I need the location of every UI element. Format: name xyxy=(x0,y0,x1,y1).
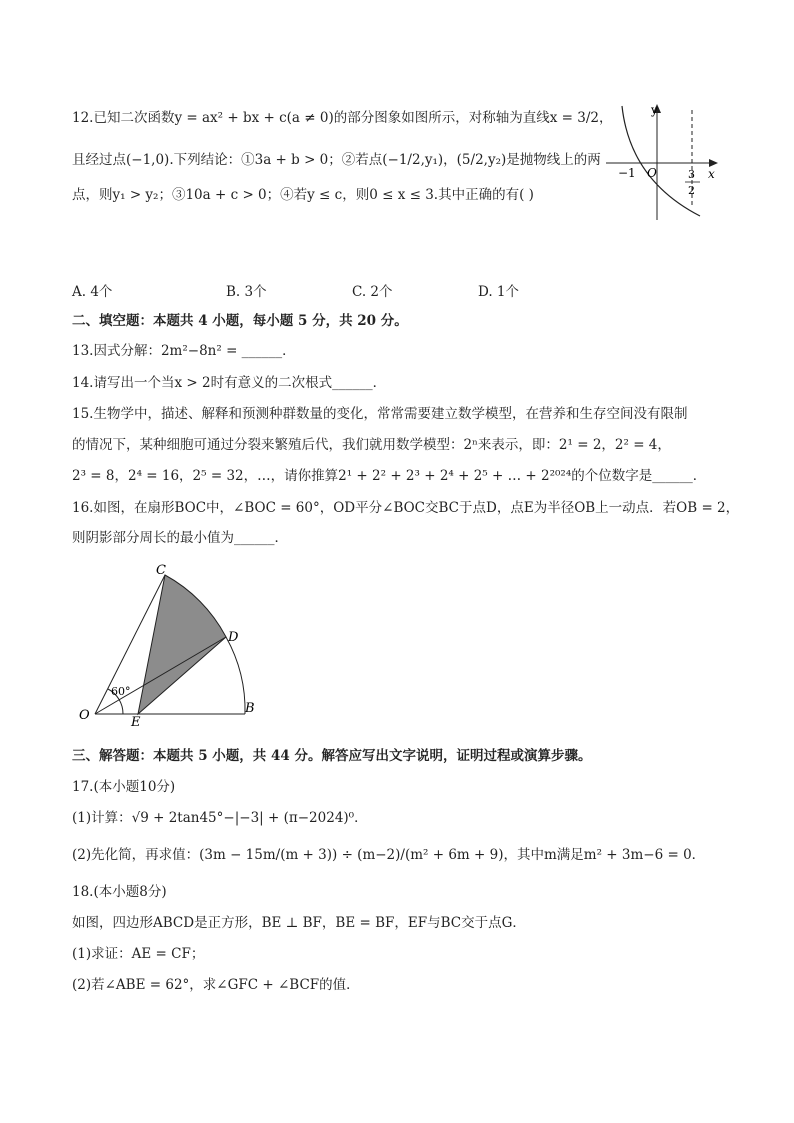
q16-line-2: 则阴影部分周长的最小值为______． xyxy=(72,530,288,546)
q17-part-2: (2)先化简，再求值：(3m − 15m/(m + 3)) ÷ (m−2)/(m² + 6m + 9)，其中m满足m² + 3m−6 = 0． xyxy=(72,847,706,863)
neg-one-label: −1 xyxy=(618,166,636,180)
option-c: C. 2个 xyxy=(352,284,393,300)
q12-line-3: 点，则y₁ > y₂；③10a + c > 0；④若y ≤ c，则0 ≤ x ≤ 3.其中正确的有( ) xyxy=(72,187,534,203)
q17-header: 17.(本小题10分) xyxy=(72,779,176,795)
point-c-label: C xyxy=(156,563,166,578)
x-axis-label: x xyxy=(708,167,715,181)
axis-value-numerator: 3 xyxy=(688,168,695,181)
q15-line-1: 15.生物学中，描述、解释和预测种群数量的变化，常常需要建立数学模型，在营养和生存空间没有限制 xyxy=(72,406,688,422)
q12-line-1: 12.已知二次函数y = ax² + bx + c(a ≠ 0)的部分图象如图所示，对称轴为直线x = 3/2， xyxy=(72,110,613,126)
q15-line-3: 2³ = 8，2⁴ = 16，2⁵ = 32，…，请你推算2¹ + 2² + 2³ + 2⁴ + 2⁵ + … + 2²⁰²⁴的个位数字是______． xyxy=(72,468,707,484)
section-2-heading: 二、填空题：本题共 4 小题，每小题 5 分，共 20 分。 xyxy=(72,313,408,329)
section-3-heading: 三、解答题：本题共 5 小题，共 44 分。解答应写出文字说明，证明过程或演算步骤。 xyxy=(72,748,592,764)
angle-label: 60° xyxy=(111,685,131,698)
point-e-label: E xyxy=(131,715,141,730)
q17-part-1: (1)计算：√9 + 2tan45°−|−3| + (π−2024)⁰． xyxy=(72,810,368,826)
q16-line-1: 16.如图，在扇形BOC中，∠BOC = 60°，OD平分∠BOC交BC于点D，点E为半径OB上一动点．若OB = 2， xyxy=(72,500,740,516)
option-a: A. 4个 xyxy=(72,284,113,300)
q14-text: 14.请写出一个当x > 2时有意义的二次根式______． xyxy=(72,375,387,391)
point-b-label: B xyxy=(245,701,255,716)
sector-figure xyxy=(70,562,270,732)
q15-line-2: 的情况下，某种细胞可通过分裂来繁殖后代，我们就用数学模型：2ⁿ来表示，即：2¹ = 2，2² = 4， xyxy=(72,437,671,453)
q13-text: 13.因式分解：2m²−8n² = ______． xyxy=(72,343,296,359)
point-o-label: O xyxy=(79,708,90,723)
q18-stem: 如图，四边形ABCD是正方形，BE ⊥ BF，BE = BF，EF与BC交于点G． xyxy=(72,915,526,931)
q18-part-2: (2)若∠ABE = 62°，求∠GFC + ∠BCF的值． xyxy=(72,977,360,993)
option-b: B. 3个 xyxy=(226,284,267,300)
q18-part-1: (1)求证：AE = CF； xyxy=(72,946,205,962)
q12-line-2: 且经过点(−1,0).下列结论：①3a + b > 0；②若点(−1/2,y₁)，(5/2,y₂)是抛物线上的两 xyxy=(72,152,601,168)
parabola-curve xyxy=(622,106,700,216)
origin-label: O xyxy=(647,166,657,180)
point-d-label: D xyxy=(228,630,239,645)
q18-header: 18.(本小题8分) xyxy=(72,884,167,900)
x-axis-arrow-icon xyxy=(709,159,718,167)
y-axis-label: y xyxy=(651,103,658,117)
parabola-graph xyxy=(600,98,730,226)
axis-value-denominator: 2 xyxy=(688,184,695,197)
arc-db xyxy=(226,637,245,714)
option-d: D. 1个 xyxy=(478,284,520,300)
